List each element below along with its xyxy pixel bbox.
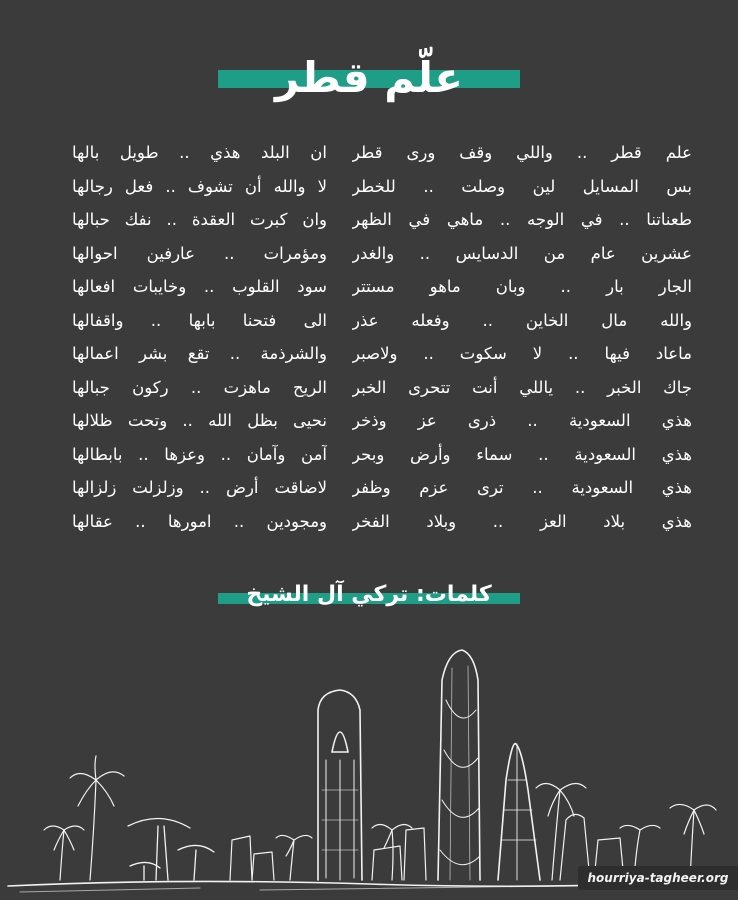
poem-line: هذي بلاد العز .. وبلاد الفخر xyxy=(352,511,692,531)
poem-line: الجار بار .. وبان ماهو مستتر xyxy=(352,277,692,296)
watermark-text: hourriya-tagheer.org xyxy=(587,871,729,885)
poem-column-left xyxy=(72,136,327,538)
poem-line: نحيى بظل الله .. وتحت ظلالها xyxy=(72,411,327,430)
credit-text: كلمات: تركي آل الشيخ xyxy=(246,582,492,607)
poem-line: الريح ماهزت .. ركون جبالها xyxy=(72,377,327,397)
poem-line: ومجودين .. امورها .. عقالها xyxy=(72,511,327,531)
poem-line: لاضاقت أرض .. وزلزلت زلزالها xyxy=(72,478,327,497)
poem-column-right xyxy=(352,136,692,538)
poem-line: سود القلوب .. وخايبات افعالها xyxy=(72,277,327,296)
poem-line: جاك الخبر .. ياللي أنت تتحرى الخبر xyxy=(352,377,692,397)
twisted-tower-drawing xyxy=(438,650,480,880)
poem-line: علم قطر .. واللي وقف ورى قطر xyxy=(352,143,692,162)
poem-line: وان كبرت العقدة .. نفك حبالها xyxy=(72,210,327,229)
poem-line: هذي السعودية .. سماء وأرض وبحر xyxy=(352,444,692,464)
riyadh-skyline-illustration xyxy=(0,640,738,900)
poem-line: عشرين عام من الدسايس .. والغدر xyxy=(352,243,692,263)
umbrella-trees-drawing xyxy=(128,818,214,880)
kingdom-tower-drawing xyxy=(318,690,362,880)
poem-line: ومؤمرات .. عارفين احوالها xyxy=(72,243,327,263)
poem-line: طعناتنا .. في الوجه .. ماهي في الظهر xyxy=(352,210,692,229)
poem-line: الى فتحنا بابها .. واقفالها xyxy=(72,310,327,330)
faisaliah-tower-drawing xyxy=(498,744,540,880)
palm-trees-drawing xyxy=(44,756,716,880)
poem-line: والشرذمة .. تقع بشر اعمالها xyxy=(72,344,327,363)
page-title: علّم قطر xyxy=(275,53,463,102)
poem-line: ان البلد هذي .. طويل بالها xyxy=(72,143,327,162)
poem-line: هذي السعودية .. ترى عزم وظفر xyxy=(352,478,692,497)
watermark xyxy=(578,866,738,890)
poem-line: والله مال الخاين .. وفعله عذر xyxy=(352,310,692,330)
poem-line: بس المسايل لين وصلت .. للخطر xyxy=(352,176,692,196)
poem-line: آمن وآمان .. وعزها .. بابطالها xyxy=(72,444,327,464)
poem-line: ماعاد فيها .. لا سكوت .. ولاصبر xyxy=(352,344,692,363)
poem-line: هذي السعودية .. ذرى عز وذخر xyxy=(352,411,692,430)
poem-line: لا والله أن تشوف .. فعل رجالها xyxy=(72,176,327,196)
small-buildings-drawing xyxy=(230,814,624,880)
